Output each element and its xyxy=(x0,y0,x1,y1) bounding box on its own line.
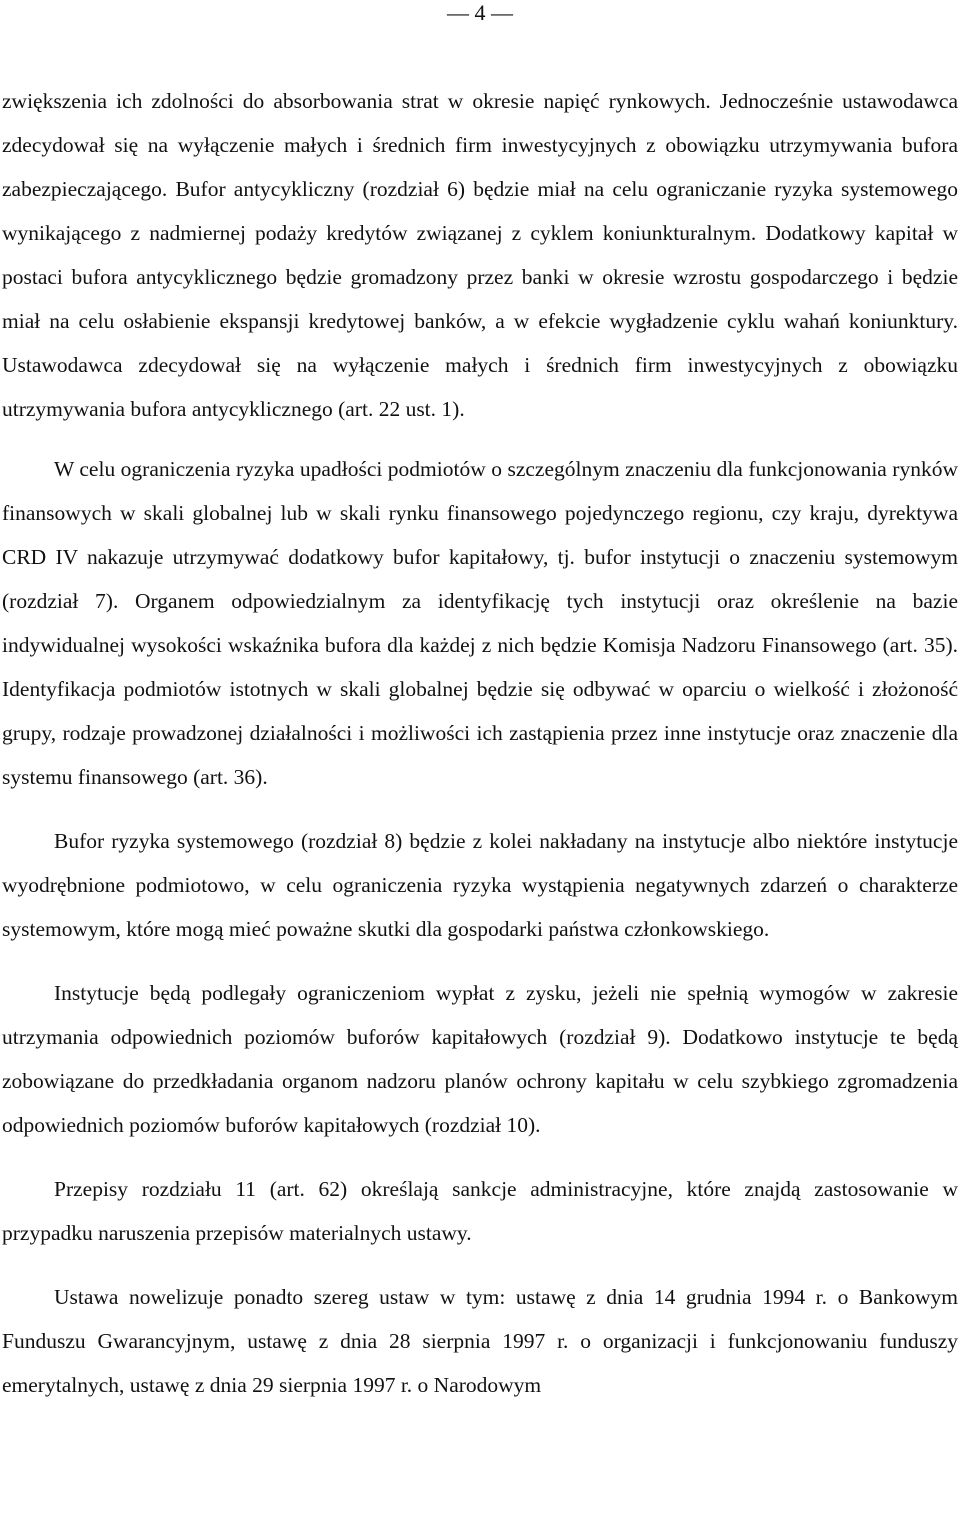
paragraph-systemic-institutions: W celu ograniczenia ryzyka upadłości podmiotów o szczególnym znaczeniu dla funkcjonowania rynków finansowych w skali globalnej lub w skali rynku finansowego pojedynczego regionu, czy kraju, dyrektywa CRD IV nakazuje utrzymywać dodatkowy bufor kapitałowy, tj. bufor instytucji o znaczeniu systemowym (rozdział 7). Organem odpowiedzialnym za identyfikację tych instytucji oraz określenie na bazie indywidualnej wysokości wskaźnika bufora dla każdej z nich będzie Komisja Nadzoru Finansowego (art. 35). Identyfikacja podmiotów istotnych w skali globalnej będzie się odbywać w oparciu o wielkość i złożoność grupy, rodzaje prowadzonej działalności i możliwości ich zastąpienia przez inne instytucje oraz znaczenie dla systemu finansowego (art. 36). xyxy=(2,457,958,789)
paragraph-systemic-risk-buffer: Bufor ryzyka systemowego (rozdział 8) będzie z kolei nakładany na instytucje albo niektóre instytucje wyodrębnione podmiotowo, w celu ograniczenia ryzyka wystąpienia negatywnych zdarzeń o charakterze systemowym, które mogą mieć poważne skutki dla gospodarki państwa członkowskiego. xyxy=(2,829,958,941)
paragraph-sanctions: Przepisy rozdziału 11 (art. 62) określają sankcje administracyjne, które znajdą zastosowanie w przypadku naruszenia przepisów materialnych ustawy. xyxy=(2,1177,958,1245)
paragraph-continuation: zwiększenia ich zdolności do absorbowania strat w okresie napięć rynkowych. Jednocześnie ustawodawca zdecydował się na wyłączenie małych i średnich firm inwestycyjnych z obowiązku utrzymywania bufora zabezpieczającego. Bufor antycykliczny (rozdział 6) będzie miał na celu ograniczanie ryzyka systemowego wynikającego z nadmiernej podaży kredytów związanej z cyklem koniunkturalnym. Dodatkowy kapitał w postaci bufora antycyklicznego będzie gromadzony przez banki w okresie wzrostu gospodarczego i będzie miał na celu osłabienie ekspansji kredytowej banków, a w efekcie wygładzenie cyklu wahań koniunktury. Ustawodawca zdecydował się na wyłączenie małych i średnich firm inwestycyjnych z obowiązku utrzymywania bufora antycyklicznego (art. 22 ust. 1). xyxy=(2,89,958,421)
document-body xyxy=(2,79,958,1407)
page-number: — 4 — xyxy=(447,0,513,25)
paragraph-dividend-restrictions: Instytucje będą podlegały ograniczeniom wypłat z zysku, jeżeli nie spełnią wymogów w zakresie utrzymania odpowiednich poziomów buforów kapitałowych (rozdział 9). Dodatkowo instytucje te będą zobowiązane do przedkładania organom nadzoru planów ochrony kapitału w celu szybkiego zgromadzenia odpowiednich poziomów buforów kapitałowych (rozdział 10). xyxy=(2,981,958,1137)
paragraph-amended-acts: Ustawa nowelizuje ponadto szereg ustaw w tym: ustawę z dnia 14 grudnia 1994 r. o Bankowym Funduszu Gwarancyjnym, ustawę z dnia 28 sierpnia 1997 r. o organizacji i funkcjonowaniu funduszy emerytalnych, ustawę z dnia 29 sierpnia 1997 r. o Narodowym xyxy=(2,1285,958,1397)
